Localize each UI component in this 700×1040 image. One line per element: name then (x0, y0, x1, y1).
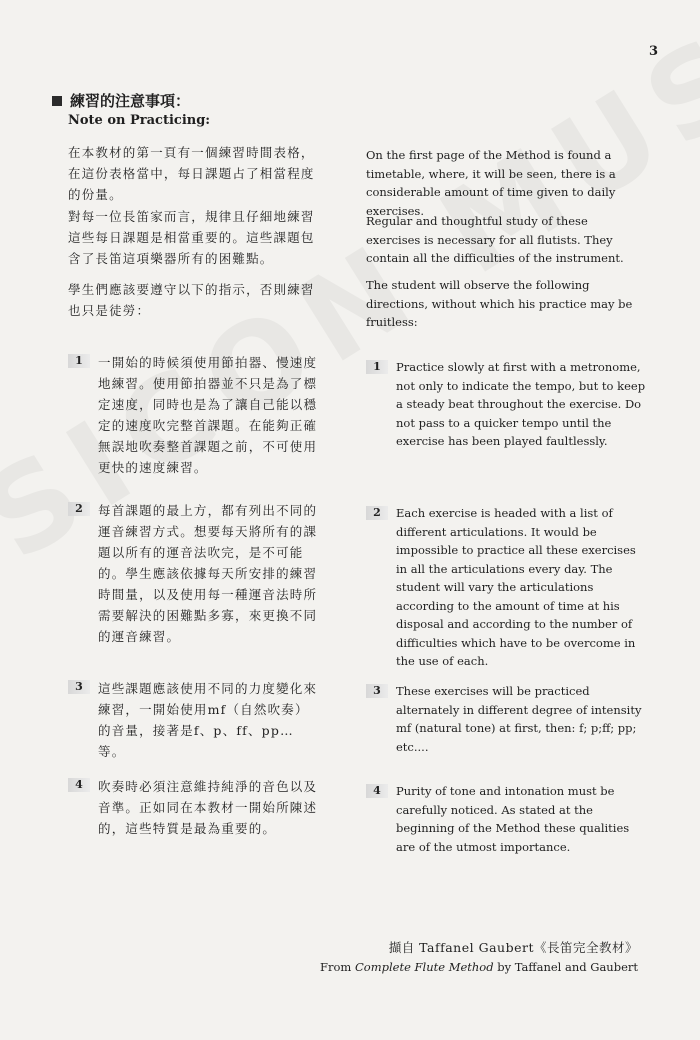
section-heading-zh-text: 練習的注意事項： (70, 92, 191, 110)
item-en-1 (366, 358, 646, 451)
credit-en-title: Complete Flute Method (355, 960, 494, 974)
item-zh-3 (68, 678, 318, 762)
item-en-text: These exercises will be practiced alternately in different degree of intensity mf (natural tone) at first, then: f; p;ff; pp; etc.... (396, 684, 642, 754)
item-number-badge: 3 (366, 684, 388, 698)
item-number-badge: 1 (366, 360, 388, 374)
item-zh-text: 每首課題的最上方，都有列出不同的運音練習方式。想要每天將所有的課題以所有的運音法吹完，是不可能的。學生應該依據每天所安排的練習時間量，以及使用每一種運音法時所需要解決的困難點多寡，來更換不同的運音練習。 (98, 503, 318, 644)
item-en-3 (366, 682, 646, 756)
item-zh-text: 一開始的時候須使用節拍器、慢速度地練習。使用節拍器並不只是為了標定速度，同時也是為了讓自己能以穩定的速度吹完整首課題。在能夠正確無誤地吹奏整首課題之前，不可使用更快的速度練習。 (98, 355, 318, 475)
item-zh-text: 這些課題應該使用不同的力度變化來練習，一開始使用mf（自然吹奏）的音量，接著是f、p、ff、pp…等。 (98, 681, 318, 759)
item-number-badge: 1 (68, 354, 90, 368)
section-heading-zh (52, 90, 190, 111)
item-number-badge: 3 (68, 680, 90, 694)
item-number-badge: 2 (366, 506, 388, 520)
page-number: 3 (648, 44, 658, 59)
credit-en-suffix: by Taffanel and Gaubert (493, 960, 638, 974)
credit-en-prefix: From (320, 960, 355, 974)
intro-zh-paragraph-2: 對每一位長笛家而言，規律且仔細地練習這些每日課題是相當重要的。這些課題包含了長笛這項樂器所有的困難點。 (68, 209, 315, 266)
item-zh-text: 吹奏時必須注意維持純淨的音色以及音準。正如同在本教材一開始所陳述的，這些特質是最為重要的。 (98, 779, 318, 836)
item-en-2 (366, 504, 646, 671)
square-bullet-icon (52, 96, 62, 106)
intro-zh-paragraph-1: 在本教材的第一頁有一個練習時間表格，在這份表格當中，每日課題占了相當程度的份量。 (68, 145, 315, 202)
credit-en (320, 960, 638, 974)
item-en-4 (366, 782, 646, 856)
intro-zh-paragraph-3: 學生們應該要遵守以下的指示，否則練習也只是徒勞： (68, 282, 315, 318)
intro-en-paragraph-1: On the first page of the Method is found a timetable, where, it will be seen, there is a considerable amount of time given to daily exercises. (366, 148, 616, 218)
section-heading-en: Note on Practicing: (68, 113, 211, 128)
item-en-text: Practice slowly at first with a metronome, not only to indicate the tempo, but to keep a steady beat throughout the exercise. Do not pass to a quicker tempo until the exercise has been played faultlessly. (396, 360, 646, 448)
intro-en-paragraph-3: The student will observe the following directions, without which his practice may be fruitless: (366, 278, 633, 329)
item-zh-1 (68, 352, 318, 478)
item-en-text: Each exercise is headed with a list of different articulations. It would be impossible to practice all these exercises in all the articulations every day. The student will vary the articulations according to the amount of time at his disposal and according to the number of difficulties which have to be overcome in the use of each. (396, 506, 636, 668)
item-number-badge: 2 (68, 502, 90, 516)
item-zh-2 (68, 500, 318, 647)
item-number-badge: 4 (68, 778, 90, 792)
credit-zh: 擷自 Taffanel Gaubert《長笛完全教材》 (388, 940, 638, 955)
item-en-text: Purity of tone and intonation must be carefully noticed. As stated at the beginning of the Method these qualities are of the utmost importance. (396, 784, 630, 854)
item-zh-4 (68, 776, 318, 839)
item-number-badge: 4 (366, 784, 388, 798)
intro-en-paragraph-2: Regular and thoughtful study of these exercises is necessary for all flutists. They contain all the difficulties of the instrument. (366, 214, 624, 265)
